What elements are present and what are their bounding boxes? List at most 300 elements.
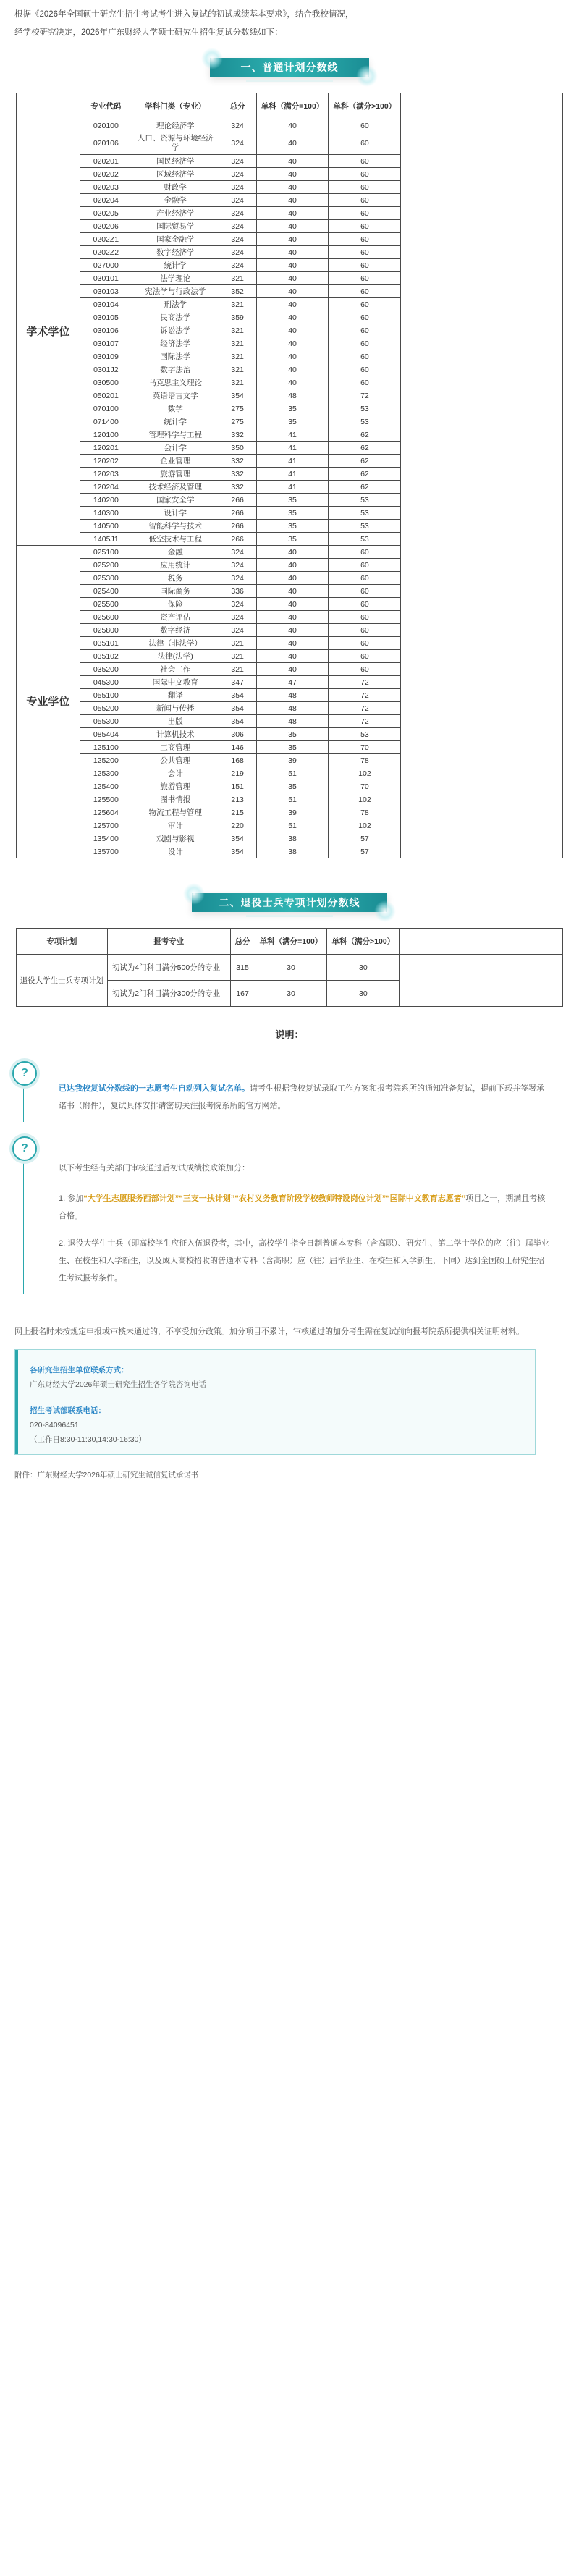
single-100-cell: 41 <box>256 455 329 468</box>
code-cell: 135700 <box>80 845 132 858</box>
header-category <box>17 93 80 119</box>
code-cell: 140200 <box>80 494 132 507</box>
name-cell: 审计 <box>132 819 219 832</box>
code-cell: 030109 <box>80 350 132 363</box>
single-100-cell: 35 <box>256 402 329 415</box>
single-150-cell: 60 <box>329 598 401 611</box>
single-150-cell: 72 <box>329 715 401 728</box>
header-single-150: 单科（满分>100） <box>327 929 400 955</box>
code-cell: 135400 <box>80 832 132 845</box>
total-cell: 354 <box>219 832 256 845</box>
name-cell: 马克思主义理论 <box>132 376 219 389</box>
single-150-cell: 60 <box>329 376 401 389</box>
total-cell: 324 <box>219 119 256 132</box>
code-cell: 030105 <box>80 311 132 324</box>
single-150-cell: 60 <box>329 337 401 350</box>
single-100-cell: 38 <box>256 845 329 858</box>
section-2-strip <box>192 893 387 912</box>
single-100-cell: 40 <box>256 585 329 598</box>
bonus-note: 网上报名时未按规定申报或审核未通过的，不享受加分政策。加分项目不累计，审核通过的加分考生需在复试前向报考院系所提供相关证明材料。 <box>14 1327 524 1336</box>
single-100-cell: 35 <box>256 728 329 741</box>
single-150-cell: 60 <box>329 585 401 598</box>
total-cell: 324 <box>219 611 256 624</box>
total-cell: 266 <box>219 507 256 520</box>
total-cell: 347 <box>219 676 256 689</box>
note-1-text <box>59 1080 551 1115</box>
single-100-cell: 40 <box>256 181 329 194</box>
name-cell: 金融 <box>132 546 219 559</box>
single-100-cell: 40 <box>256 207 329 220</box>
name-cell: 旅游管理 <box>132 468 219 481</box>
header-plan: 专项计划 <box>17 929 108 955</box>
code-cell: 025200 <box>80 559 132 572</box>
single-100-cell: 35 <box>256 741 329 754</box>
name-cell: 企业管理 <box>132 455 219 468</box>
single-100-cell: 40 <box>256 637 329 650</box>
single-100-cell: 47 <box>256 676 329 689</box>
name-cell: 国际法学 <box>132 350 219 363</box>
code-cell: 125500 <box>80 793 132 806</box>
code-cell: 030106 <box>80 324 132 337</box>
single-100-cell: 35 <box>256 507 329 520</box>
header-code: 专业代码 <box>80 93 132 119</box>
single-100-cell: 41 <box>256 428 329 442</box>
name-cell: 管理科学与工程 <box>132 428 219 442</box>
total-cell: 354 <box>219 845 256 858</box>
single-150-cell: 62 <box>329 481 401 494</box>
total-cell: 324 <box>219 194 256 207</box>
single-100-cell: 40 <box>256 559 329 572</box>
single-100-cell: 39 <box>256 806 329 819</box>
single-100-cell: 41 <box>256 481 329 494</box>
total-cell: 219 <box>219 767 256 780</box>
single-100-cell: 40 <box>256 663 329 676</box>
single-150-cell: 60 <box>329 155 401 168</box>
note-2-item-1-suffix: 项目之一，期满且考核合格。 <box>59 1194 546 1220</box>
code-cell: 035102 <box>80 650 132 663</box>
total-cell: 354 <box>219 389 256 402</box>
total-cell: 275 <box>219 402 256 415</box>
single-150-cell: 70 <box>329 741 401 754</box>
single-150-cell: 30 <box>327 955 400 981</box>
code-cell: 125100 <box>80 741 132 754</box>
total-cell: 321 <box>219 637 256 650</box>
single-100-cell: 40 <box>256 194 329 207</box>
question-icon: ? <box>12 1061 37 1086</box>
name-cell: 国民经济学 <box>132 155 219 168</box>
name-cell: 法律（非法学） <box>132 637 219 650</box>
blank-cell <box>401 119 563 858</box>
code-cell: 125300 <box>80 767 132 780</box>
single-100-cell: 40 <box>256 259 329 272</box>
single-150-cell: 60 <box>329 546 401 559</box>
single-100-cell: 40 <box>256 624 329 637</box>
name-cell: 人口、资源与环境经济学 <box>132 132 219 155</box>
code-cell: 120203 <box>80 468 132 481</box>
total-cell: 151 <box>219 780 256 793</box>
code-cell: 140500 <box>80 520 132 533</box>
table-row <box>17 955 563 981</box>
single-150-cell: 53 <box>329 728 401 741</box>
normal-plan-body <box>17 119 563 858</box>
single-150-cell: 53 <box>329 533 401 546</box>
total-cell: 321 <box>219 363 256 376</box>
total-cell: 324 <box>219 559 256 572</box>
attachment-line[interactable]: 附件：广东财经大学2026年硕士研究生诚信复试承诺书 <box>14 1471 199 1479</box>
code-cell: 045300 <box>80 676 132 689</box>
single-100-cell: 35 <box>256 494 329 507</box>
total-cell: 324 <box>219 233 256 246</box>
section-2-banner <box>0 877 579 928</box>
major-cell: 初试为2门科目满分300分的专业 <box>107 981 230 1007</box>
name-cell: 理论经济学 <box>132 119 219 132</box>
single-150-cell: 60 <box>329 246 401 259</box>
single-150-cell: 60 <box>329 572 401 585</box>
single-100-cell: 40 <box>256 132 329 155</box>
code-cell: 055300 <box>80 715 132 728</box>
code-cell: 050201 <box>80 389 132 402</box>
code-cell: 020204 <box>80 194 132 207</box>
total-cell: 321 <box>219 663 256 676</box>
single-150-cell: 60 <box>329 259 401 272</box>
total-cell: 146 <box>219 741 256 754</box>
single-150-cell: 78 <box>329 806 401 819</box>
name-cell: 设计 <box>132 845 219 858</box>
plan-name: 退役大学生士兵专项计划 <box>17 955 108 1007</box>
name-cell: 旅游管理 <box>132 780 219 793</box>
header-name: 学科门类（专业） <box>132 93 219 119</box>
code-cell: 020202 <box>80 168 132 181</box>
total-cell: 324 <box>219 155 256 168</box>
section-2-underline <box>246 915 333 917</box>
single-150-cell: 60 <box>329 298 401 311</box>
total-cell: 324 <box>219 207 256 220</box>
note-2-item-1 <box>59 1190 551 1225</box>
contact-accent-bar <box>15 1350 18 1454</box>
intro-line-2: 经学校研究决定，2026年广东财经大学硕士研究生招生复试分数线如下： <box>14 28 283 37</box>
single-100-cell: 40 <box>256 324 329 337</box>
single-100-cell: 35 <box>256 415 329 428</box>
code-cell: 125604 <box>80 806 132 819</box>
total-cell: 324 <box>219 598 256 611</box>
code-cell: 1405J1 <box>80 533 132 546</box>
single-100-cell: 40 <box>256 376 329 389</box>
code-cell: 120204 <box>80 481 132 494</box>
single-150-cell: 60 <box>329 559 401 572</box>
note-2 <box>23 1141 559 1294</box>
section-1-banner <box>0 42 579 93</box>
single-150-cell: 30 <box>327 981 400 1007</box>
code-cell: 020201 <box>80 155 132 168</box>
total-cell: 266 <box>219 520 256 533</box>
code-cell: 030500 <box>80 376 132 389</box>
code-cell: 085404 <box>80 728 132 741</box>
name-cell: 会计学 <box>132 442 219 455</box>
total-cell: 266 <box>219 533 256 546</box>
single-150-cell: 102 <box>329 819 401 832</box>
header-major: 报考专业 <box>107 929 230 955</box>
name-cell: 税务 <box>132 572 219 585</box>
name-cell: 低空技术与工程 <box>132 533 219 546</box>
code-cell: 030107 <box>80 337 132 350</box>
name-cell: 法律(法学) <box>132 650 219 663</box>
name-cell: 区域经济学 <box>132 168 219 181</box>
single-150-cell: 53 <box>329 402 401 415</box>
code-cell: 055100 <box>80 689 132 702</box>
total-cell: 350 <box>219 442 256 455</box>
single-100-cell: 40 <box>256 119 329 132</box>
note-2-intro: 以下考生经有关部门审核通过后初试成绩按政策加分： <box>59 1164 250 1173</box>
header-total: 总分 <box>230 929 255 955</box>
single-100-cell: 41 <box>256 468 329 481</box>
single-100-cell: 51 <box>256 819 329 832</box>
major-cell: 初试为4门科目满分500分的专业 <box>107 955 230 981</box>
name-cell: 统计学 <box>132 415 219 428</box>
single-150-cell: 60 <box>329 650 401 663</box>
note-1 <box>23 1065 559 1122</box>
name-cell: 智能科学与技术 <box>132 520 219 533</box>
code-cell: 125400 <box>80 780 132 793</box>
single-150-cell: 60 <box>329 663 401 676</box>
single-100-cell: 40 <box>256 337 329 350</box>
single-100-cell: 40 <box>256 546 329 559</box>
total-cell: 354 <box>219 715 256 728</box>
code-cell: 030104 <box>80 298 132 311</box>
code-cell: 025500 <box>80 598 132 611</box>
name-cell: 国际贸易学 <box>132 220 219 233</box>
name-cell: 经济法学 <box>132 337 219 350</box>
code-cell: 020106 <box>80 132 132 155</box>
note-2-item-1-highlight: “大学生志愿服务西部计划”“三支一扶计划”“农村义务教育阶段学校教师特设岗位计划”“国际中文教育志愿者” <box>83 1194 466 1203</box>
single-150-cell: 60 <box>329 624 401 637</box>
total-cell: 315 <box>230 955 255 981</box>
total-cell: 321 <box>219 298 256 311</box>
code-cell: 025800 <box>80 624 132 637</box>
name-cell: 国际中文教育 <box>132 676 219 689</box>
single-100-cell: 40 <box>256 311 329 324</box>
single-100-cell: 40 <box>256 285 329 298</box>
single-150-cell: 62 <box>329 468 401 481</box>
single-150-cell: 60 <box>329 207 401 220</box>
contact-heading-2: 招生考试部联系电话： <box>30 1406 106 1415</box>
name-cell: 应用统计 <box>132 559 219 572</box>
code-cell: 020203 <box>80 181 132 194</box>
single-100-cell: 35 <box>256 520 329 533</box>
total-cell: 167 <box>230 981 255 1007</box>
code-cell: 020205 <box>80 207 132 220</box>
single-150-cell: 60 <box>329 233 401 246</box>
code-cell: 120201 <box>80 442 132 455</box>
single-100-cell: 40 <box>256 155 329 168</box>
intro-line-1: 根据《2026年全国硕士研究生招生考试考生进入复试的初试成绩基本要求》，结合我校情况， <box>14 10 354 19</box>
section-1-strip <box>210 58 369 77</box>
contact-link-1[interactable]: 广东财经大学2026年硕士研究生招生各学院咨询电话 <box>30 1380 206 1389</box>
header-single-100: 单科（满分=100） <box>255 929 327 955</box>
single-150-cell: 62 <box>329 442 401 455</box>
name-cell: 资产评估 <box>132 611 219 624</box>
code-cell: 025100 <box>80 546 132 559</box>
code-cell: 120202 <box>80 455 132 468</box>
category-cell: 学术学位 <box>17 119 80 546</box>
name-cell: 产业经济学 <box>132 207 219 220</box>
code-cell: 0202Z1 <box>80 233 132 246</box>
total-cell: 324 <box>219 246 256 259</box>
note-1-highlight: 已达我校复试分数线的一志愿考生自动列入复试名单。 <box>59 1084 250 1093</box>
note-2-item-2: 2. 退役大学生士兵（即高校学生应征入伍退役者，其中，高校学生指全日制普通本专科（含高职）、研究生、第二学士学位的应（往）届毕业生、在校生和入学新生，以及成人高校招收的普通本专科（含高职）应（往）届毕业生、在校生和入学新生，下同）达到全国硕士研究生招生考试报考条件。 <box>59 1239 549 1283</box>
single-150-cell: 53 <box>329 520 401 533</box>
single-150-cell: 60 <box>329 119 401 132</box>
code-cell: 0202Z2 <box>80 246 132 259</box>
single-100-cell: 40 <box>256 272 329 285</box>
name-cell: 工商管理 <box>132 741 219 754</box>
single-150-cell: 72 <box>329 389 401 402</box>
total-cell: 321 <box>219 376 256 389</box>
total-cell: 324 <box>219 572 256 585</box>
total-cell: 354 <box>219 702 256 715</box>
single-100-cell: 35 <box>256 533 329 546</box>
header-single-100: 单科（满分=100） <box>256 93 329 119</box>
code-cell: 030103 <box>80 285 132 298</box>
single-100-cell: 40 <box>256 572 329 585</box>
single-150-cell: 60 <box>329 194 401 207</box>
single-150-cell: 102 <box>329 793 401 806</box>
section-1-title: 一、普通计划分数线 <box>240 62 339 73</box>
name-cell: 社会工作 <box>132 663 219 676</box>
name-cell: 翻译 <box>132 689 219 702</box>
single-100-cell: 48 <box>256 702 329 715</box>
notes-title: 说明： <box>275 1029 304 1040</box>
name-cell: 英语语言文学 <box>132 389 219 402</box>
note-2-item-1-prefix: 1. 参加 <box>59 1194 84 1203</box>
name-cell: 金融学 <box>132 194 219 207</box>
single-100-cell: 30 <box>255 955 327 981</box>
single-150-cell: 60 <box>329 181 401 194</box>
contact-box <box>14 1349 536 1455</box>
name-cell: 国家金融学 <box>132 233 219 246</box>
name-cell: 数学 <box>132 402 219 415</box>
name-cell: 财政学 <box>132 181 219 194</box>
code-cell: 020100 <box>80 119 132 132</box>
code-cell: 0301J2 <box>80 363 132 376</box>
single-100-cell: 30 <box>255 981 327 1007</box>
normal-plan-table <box>16 93 563 858</box>
total-cell: 354 <box>219 689 256 702</box>
single-100-cell: 41 <box>256 442 329 455</box>
single-150-cell: 60 <box>329 637 401 650</box>
contact-hours: （工作日8:30-11:30,14:30-16:30） <box>30 1435 146 1444</box>
total-cell: 321 <box>219 650 256 663</box>
total-cell: 306 <box>219 728 256 741</box>
intro <box>0 0 579 42</box>
header-blank <box>400 929 563 955</box>
single-150-cell: 102 <box>329 767 401 780</box>
code-cell: 035101 <box>80 637 132 650</box>
single-100-cell: 51 <box>256 793 329 806</box>
single-150-cell: 62 <box>329 428 401 442</box>
code-cell: 020206 <box>80 220 132 233</box>
single-150-cell: 60 <box>329 350 401 363</box>
total-cell: 359 <box>219 311 256 324</box>
header-total: 总分 <box>219 93 256 119</box>
table-row <box>17 119 563 132</box>
single-100-cell: 40 <box>256 168 329 181</box>
name-cell: 数字法治 <box>132 363 219 376</box>
total-cell: 213 <box>219 793 256 806</box>
single-150-cell: 62 <box>329 455 401 468</box>
contact-heading-1: 各研究生招生单位联系方式： <box>30 1366 129 1374</box>
single-100-cell: 40 <box>256 611 329 624</box>
section-2-title: 二、退役士兵专项计划分数线 <box>219 897 360 908</box>
code-cell: 125700 <box>80 819 132 832</box>
total-cell: 321 <box>219 272 256 285</box>
name-cell: 刑法学 <box>132 298 219 311</box>
single-100-cell: 40 <box>256 233 329 246</box>
name-cell: 设计学 <box>132 507 219 520</box>
single-150-cell: 60 <box>329 272 401 285</box>
name-cell: 技术经济及管理 <box>132 481 219 494</box>
single-100-cell: 38 <box>256 832 329 845</box>
single-150-cell: 60 <box>329 132 401 155</box>
code-cell: 025300 <box>80 572 132 585</box>
note-1-body: 请考生根据我校复试录取工作方案和报考院系所的通知准备复试，提前下载并签署承诺书（附件），复试具体安排请密切关注报考院系所的官方网站。 <box>59 1084 544 1110</box>
name-cell: 物流工程与管理 <box>132 806 219 819</box>
total-cell: 215 <box>219 806 256 819</box>
name-cell: 国家安全学 <box>132 494 219 507</box>
code-cell: 025400 <box>80 585 132 598</box>
single-100-cell: 40 <box>256 598 329 611</box>
single-150-cell: 53 <box>329 494 401 507</box>
single-150-cell: 60 <box>329 311 401 324</box>
total-cell: 275 <box>219 415 256 428</box>
total-cell: 332 <box>219 481 256 494</box>
total-cell: 332 <box>219 468 256 481</box>
total-cell: 321 <box>219 350 256 363</box>
total-cell: 324 <box>219 546 256 559</box>
single-100-cell: 40 <box>256 363 329 376</box>
name-cell: 图书情报 <box>132 793 219 806</box>
single-150-cell: 60 <box>329 611 401 624</box>
total-cell: 332 <box>219 428 256 442</box>
name-cell: 民商法学 <box>132 311 219 324</box>
name-cell: 计算机技术 <box>132 728 219 741</box>
name-cell: 法学理论 <box>132 272 219 285</box>
total-cell: 321 <box>219 337 256 350</box>
code-cell: 027000 <box>80 259 132 272</box>
name-cell: 戏剧与影视 <box>132 832 219 845</box>
single-100-cell: 40 <box>256 650 329 663</box>
single-150-cell: 57 <box>329 845 401 858</box>
code-cell: 071400 <box>80 415 132 428</box>
single-100-cell: 48 <box>256 689 329 702</box>
name-cell: 公共管理 <box>132 754 219 767</box>
name-cell: 新闻与传播 <box>132 702 219 715</box>
table-header-row <box>17 93 563 119</box>
name-cell: 保险 <box>132 598 219 611</box>
name-cell: 出版 <box>132 715 219 728</box>
category-cell: 专业学位 <box>17 546 80 858</box>
section-1-underline <box>246 80 333 82</box>
single-150-cell: 72 <box>329 689 401 702</box>
single-150-cell: 60 <box>329 363 401 376</box>
header-blank <box>401 93 563 119</box>
single-150-cell: 70 <box>329 780 401 793</box>
single-150-cell: 53 <box>329 415 401 428</box>
total-cell: 332 <box>219 455 256 468</box>
name-cell: 诉讼法学 <box>132 324 219 337</box>
total-cell: 321 <box>219 324 256 337</box>
total-cell: 324 <box>219 181 256 194</box>
total-cell: 168 <box>219 754 256 767</box>
